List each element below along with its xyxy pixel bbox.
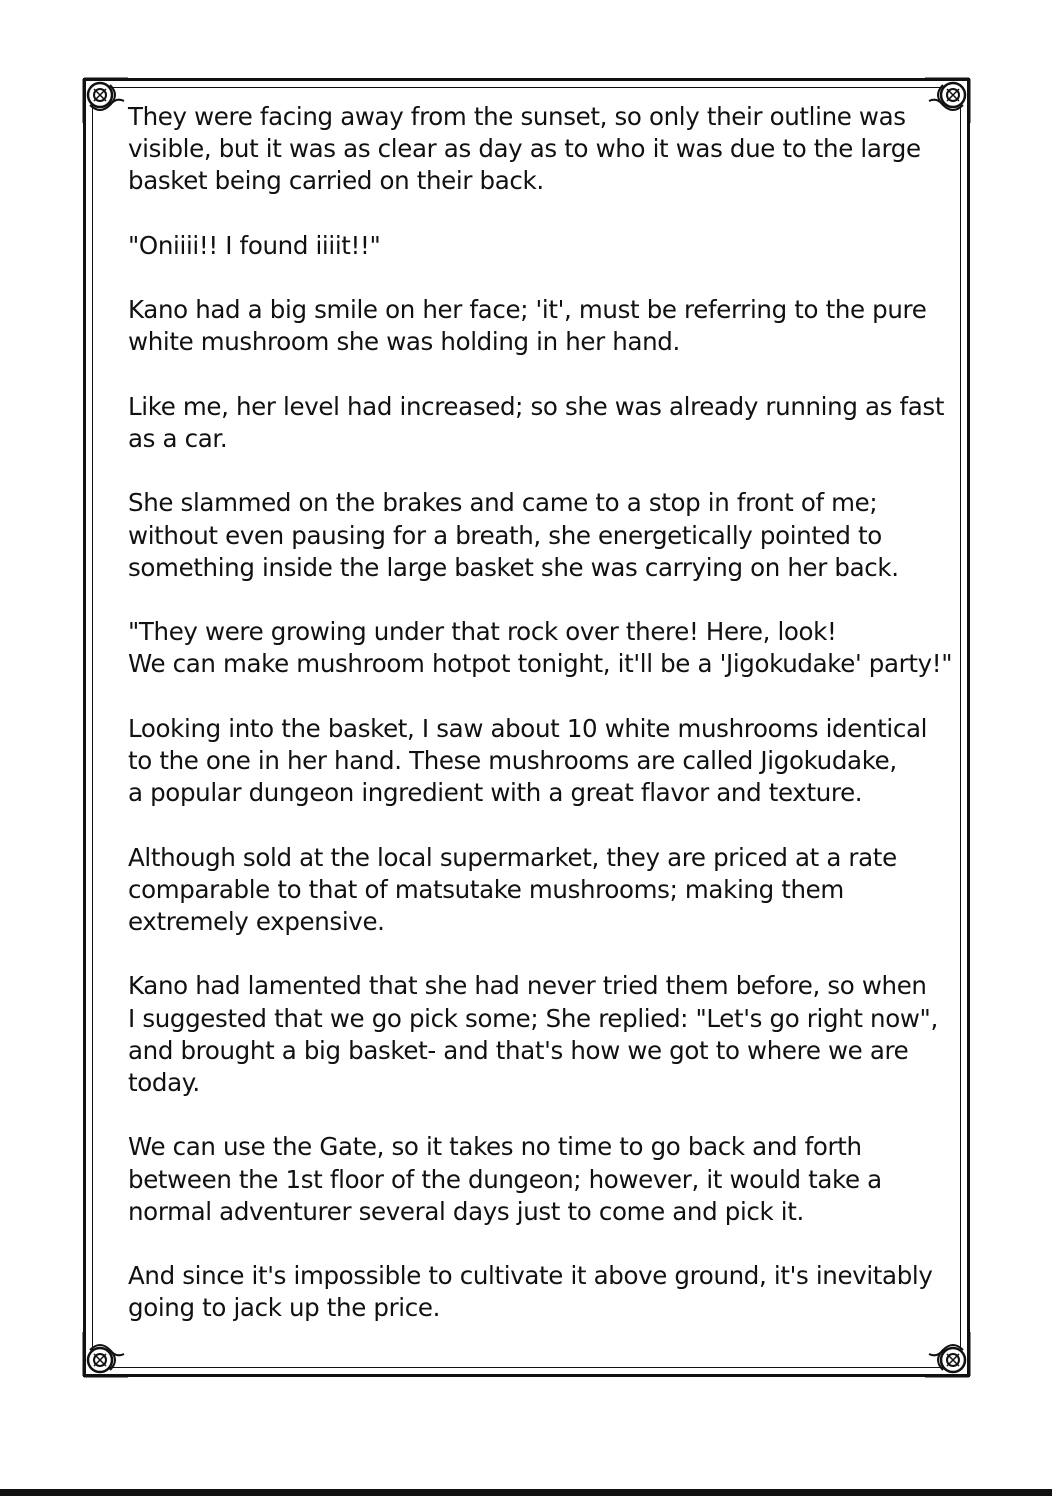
paragraph: Kano had lamented that she had never tried them before, so when I suggested that we go pick some; She replied: "Let's go right now", and brought a big basket- and that's how we got to where we are today. — [128, 971, 938, 1097]
ornamental-corner-icon — [80, 75, 132, 127]
paragraph: Kano had a big smile on her face; 'it', must be referring to the pure white mushroom she was holding in her hand. — [128, 295, 927, 357]
story-text — [128, 101, 958, 1357]
paragraph: Although sold at the local supermarket, they are priced at a rate comparable to that of matsutake mushrooms; making them extremely expensive. — [128, 842, 897, 936]
page-bottom-rule — [0, 1489, 1052, 1496]
paragraph: Looking into the basket, I saw about 10 white mushrooms identical to the one in her hand. These mushrooms are called Jigokudake, a popular dungeon ingredient with a great flavor and texture. — [128, 713, 928, 808]
paragraph: They were facing away from the sunset, so only their outline was visible, but it was as clear as day as to who it was due to the large basket being carried on their back. — [128, 102, 921, 196]
paragraph: She slammed on the brakes and came to a stop in front of me; without even pausing for a breath, she energetically pointed to something inside the large basket she was carrying on her back. — [128, 488, 899, 582]
paragraph: And since it's impossible to cultivate it above ground, it's inevitably going to jack up the price. — [128, 1261, 933, 1323]
paragraph: "Oniiii!! I found iiiit!!" — [128, 230, 381, 260]
paragraph: "They were growing under that rock over there! Here, look! We can make mushroom hotpot tonight, it'll be a 'Jigokudake' party!" — [128, 617, 953, 679]
ornamental-corner-icon — [80, 1328, 132, 1380]
paragraph: We can use the Gate, so it takes no time to go back and forth between the 1st floor of the dungeon; however, it would take a normal adventurer several days just to come and pick it. — [128, 1132, 882, 1226]
paragraph: Like me, her level had increased; so she was already running as fast as a car. — [128, 391, 945, 453]
